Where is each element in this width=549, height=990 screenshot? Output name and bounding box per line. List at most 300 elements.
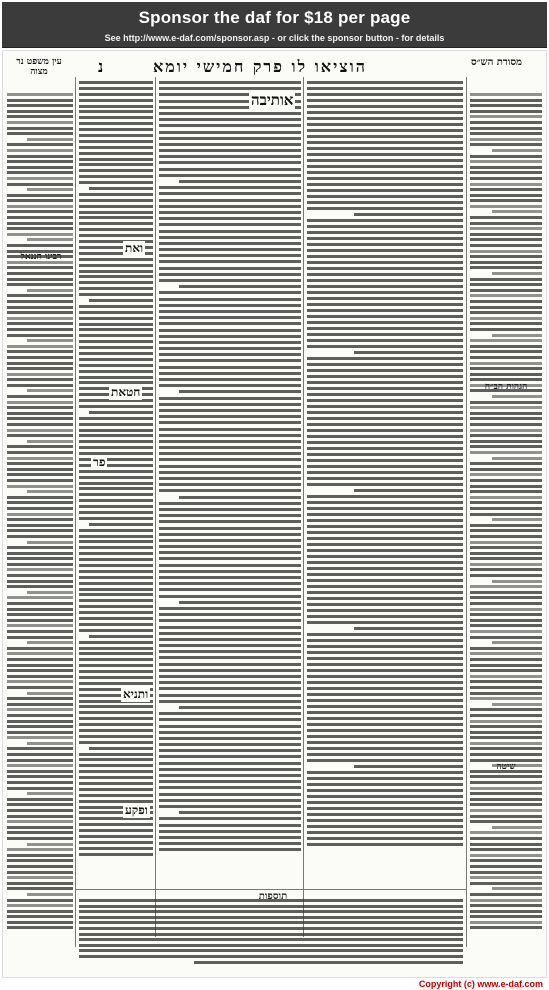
text-line <box>470 294 542 297</box>
text-line <box>159 143 301 146</box>
text-line <box>7 501 73 504</box>
text-line <box>470 820 542 823</box>
text-line <box>307 615 463 618</box>
text-line <box>7 915 73 918</box>
text-line <box>79 264 153 267</box>
text-line <box>159 87 301 90</box>
text-line <box>79 511 153 514</box>
text-line <box>307 333 463 336</box>
text-line <box>27 792 73 795</box>
text-line <box>7 725 73 728</box>
text-line <box>79 841 153 844</box>
text-line <box>470 871 542 874</box>
text-line <box>79 823 153 826</box>
text-line <box>307 243 463 246</box>
text-line <box>307 621 463 624</box>
text-line <box>354 765 463 768</box>
text-line <box>79 949 463 952</box>
text-line <box>79 446 153 449</box>
text-line <box>307 291 463 294</box>
text-line <box>307 663 463 666</box>
text-line <box>79 647 153 650</box>
text-line <box>79 470 153 473</box>
text-line <box>470 93 542 96</box>
divider-left <box>75 77 76 947</box>
text-line <box>27 289 73 292</box>
text-line <box>27 893 73 896</box>
text-line <box>79 228 153 231</box>
text-line <box>79 287 153 290</box>
text-line <box>79 853 153 856</box>
text-line <box>470 524 542 527</box>
text-line <box>470 166 542 169</box>
text-line <box>470 177 542 180</box>
text-line <box>7 401 73 404</box>
text-line <box>79 140 153 143</box>
text-line <box>79 835 153 838</box>
text-line <box>307 669 463 672</box>
text-line <box>79 499 153 502</box>
text-line <box>470 513 542 516</box>
text-line <box>7 350 73 353</box>
text-line <box>470 434 542 437</box>
text-line <box>470 244 542 247</box>
text-line <box>470 815 542 818</box>
text-line <box>79 741 153 744</box>
text-line <box>470 630 542 633</box>
text-line <box>7 183 73 186</box>
text-line <box>470 99 542 102</box>
text-line <box>7 121 73 124</box>
text-line <box>159 465 301 468</box>
text-line <box>179 811 301 814</box>
text-line <box>159 669 301 672</box>
text-line <box>159 774 301 777</box>
text-line <box>470 697 542 700</box>
text-line <box>7 434 73 437</box>
text-line <box>7 552 73 555</box>
text-line <box>307 705 463 708</box>
text-line <box>79 676 153 679</box>
text-line <box>307 399 463 402</box>
text-line <box>307 447 463 450</box>
text-line <box>307 261 463 264</box>
text-line <box>7 473 73 476</box>
text-line <box>7 837 73 840</box>
text-line <box>307 99 463 102</box>
text-line <box>307 525 463 528</box>
text-line <box>470 300 542 303</box>
text-line <box>79 517 153 520</box>
text-line <box>7 171 73 174</box>
text-line <box>79 711 153 714</box>
text-line <box>307 327 463 330</box>
shittah-heading: שיטה <box>496 762 516 772</box>
text-line <box>159 762 301 765</box>
text-line <box>159 168 301 171</box>
text-line <box>470 926 542 929</box>
text-line <box>159 824 301 827</box>
text-line <box>79 323 153 326</box>
text-line <box>79 423 153 426</box>
text-line <box>159 656 301 659</box>
text-line <box>307 567 463 570</box>
text-line <box>79 105 153 108</box>
text-line <box>7 720 73 723</box>
text-line <box>470 451 542 454</box>
text-line <box>27 591 73 594</box>
hagahot-heading: הגהות הב״ח <box>484 382 528 392</box>
text-line <box>470 792 542 795</box>
text-line <box>159 588 301 591</box>
text-line <box>307 141 463 144</box>
text-line <box>307 369 463 372</box>
text-line <box>470 238 542 241</box>
text-line <box>7 104 73 107</box>
text-line <box>159 174 301 177</box>
text-line <box>7 669 73 672</box>
text-line <box>470 809 542 812</box>
text-line <box>470 194 542 197</box>
text-line <box>470 255 542 258</box>
text-line <box>307 345 463 348</box>
text-line <box>79 729 153 732</box>
text-line <box>470 311 542 314</box>
text-line <box>79 293 153 296</box>
text-line <box>470 440 542 443</box>
text-line <box>79 664 153 667</box>
text-line <box>79 116 153 119</box>
text-line <box>27 692 73 695</box>
text-line <box>159 397 301 400</box>
text-line <box>492 210 542 213</box>
text-line <box>159 489 301 492</box>
text-line <box>470 490 542 493</box>
gloss-word-2: חטאת <box>111 385 141 399</box>
text-line <box>470 904 542 907</box>
text-line <box>7 658 73 661</box>
text-line <box>307 471 463 474</box>
text-line <box>159 223 301 226</box>
text-line <box>79 169 153 172</box>
text-line <box>79 552 153 555</box>
text-line <box>159 452 301 455</box>
text-line <box>492 149 542 152</box>
text-line <box>179 706 301 709</box>
text-line <box>89 635 153 638</box>
text-line <box>159 681 301 684</box>
text-line <box>159 186 301 189</box>
text-line <box>159 211 301 214</box>
text-line <box>159 749 301 752</box>
text-line <box>307 309 463 312</box>
text-line <box>79 99 153 102</box>
text-line <box>7 775 73 778</box>
text-line <box>307 501 463 504</box>
text-line <box>79 87 153 90</box>
text-line <box>79 588 153 591</box>
text-line <box>7 703 73 706</box>
text-line <box>79 311 153 314</box>
text-line <box>159 81 301 84</box>
text-line <box>492 826 542 829</box>
text-line <box>79 593 153 596</box>
text-line <box>307 591 463 594</box>
text-line <box>79 717 153 720</box>
text-line <box>159 273 301 276</box>
text-line <box>159 743 301 746</box>
text-line <box>307 411 463 414</box>
text-line <box>470 775 542 778</box>
text-line <box>470 921 542 924</box>
text-line <box>159 304 301 307</box>
text-line <box>159 131 301 134</box>
text-line <box>7 479 73 482</box>
text-line <box>470 362 542 365</box>
text-line <box>7 367 73 370</box>
text-line <box>159 458 301 461</box>
text-line <box>159 409 301 412</box>
text-line <box>79 370 153 373</box>
text-line <box>7 563 73 566</box>
text-line <box>7 652 73 655</box>
text-line <box>7 356 73 359</box>
text-line <box>79 933 463 936</box>
text-line <box>470 546 542 549</box>
text-line <box>27 339 73 342</box>
text-line <box>470 339 542 342</box>
text-line <box>7 222 73 225</box>
text-line <box>7 362 73 365</box>
text-line <box>307 495 463 498</box>
sponsor-subtitle[interactable]: See http://www.e-daf.com/sponsor.asp - or click the sponsor button - for details <box>104 33 445 43</box>
text-line <box>7 205 73 208</box>
text-line <box>7 731 73 734</box>
text-line <box>79 258 153 261</box>
text-line <box>307 339 463 342</box>
text-line <box>307 519 463 522</box>
text-line <box>470 401 542 404</box>
text-line <box>79 134 153 137</box>
text-line <box>307 441 463 444</box>
text-line <box>307 363 463 366</box>
text-line <box>470 356 542 359</box>
text-line <box>27 440 73 443</box>
text-line <box>470 714 542 717</box>
text-line <box>307 93 463 96</box>
text-line <box>79 163 153 166</box>
text-line <box>7 406 73 409</box>
text-line <box>7 132 73 135</box>
text-line <box>307 783 463 786</box>
text-line <box>7 127 73 130</box>
text-line <box>492 887 542 890</box>
text-line <box>492 518 542 521</box>
text-line <box>7 373 73 376</box>
sponsor-title[interactable]: Sponsor the daf for $18 per page <box>138 8 411 27</box>
text-line <box>79 558 153 561</box>
text-line <box>470 283 542 286</box>
text-line <box>470 859 542 862</box>
text-line <box>7 887 73 890</box>
text-line <box>307 579 463 582</box>
text-line <box>470 798 542 801</box>
text-line <box>470 104 542 107</box>
text-line <box>307 255 463 258</box>
text-line <box>307 573 463 576</box>
text-line <box>79 328 153 331</box>
text-line <box>7 747 73 750</box>
text-line <box>7 429 73 432</box>
text-line <box>307 657 463 660</box>
text-line <box>7 697 73 700</box>
text-line <box>307 135 463 138</box>
text-line <box>7 306 73 309</box>
text-line <box>307 753 463 756</box>
copyright-link[interactable]: Copyright (c) www.e-daf.com <box>418 979 543 989</box>
text-line <box>159 687 301 690</box>
text-line <box>89 299 153 302</box>
text-line <box>79 317 153 320</box>
text-line <box>470 563 542 566</box>
text-line <box>470 205 542 208</box>
text-line <box>159 161 301 164</box>
sponsor-banner[interactable] <box>2 2 547 48</box>
text-line <box>307 417 463 420</box>
text-line <box>7 557 73 560</box>
text-line <box>79 222 153 225</box>
text-line <box>7 736 73 739</box>
text-line <box>470 591 542 594</box>
text-line <box>7 714 73 717</box>
text-line <box>159 415 301 418</box>
text-line <box>159 632 301 635</box>
text-line <box>89 747 153 750</box>
text-line <box>7 199 73 202</box>
text-line <box>159 403 301 406</box>
text-line <box>159 359 301 362</box>
text-line <box>470 317 542 320</box>
divider-right <box>466 77 467 947</box>
text-line <box>307 183 463 186</box>
text-line <box>7 848 73 851</box>
text-line <box>7 926 73 929</box>
text-line <box>79 782 153 785</box>
text-line <box>159 347 301 350</box>
text-line <box>470 585 542 588</box>
text-line <box>79 658 153 661</box>
text-line <box>307 585 463 588</box>
text-line <box>307 423 463 426</box>
text-line <box>7 820 73 823</box>
text-line <box>79 829 153 832</box>
text-line <box>470 160 542 163</box>
text-line <box>79 758 153 761</box>
text-line <box>159 446 301 449</box>
text-line <box>470 753 542 756</box>
text-line <box>470 322 542 325</box>
text-line <box>470 507 542 510</box>
text-line <box>307 789 463 792</box>
text-line <box>159 149 301 152</box>
text-line <box>307 549 463 552</box>
text-line <box>79 921 463 924</box>
text-line <box>79 234 153 237</box>
text-line <box>79 629 153 632</box>
text-line <box>159 830 301 833</box>
text-line <box>27 389 73 392</box>
text-line <box>470 680 542 683</box>
text-line <box>159 477 301 480</box>
text-line <box>7 423 73 426</box>
text-line <box>470 725 542 728</box>
text-line <box>7 110 73 113</box>
text-line <box>492 580 542 583</box>
text-line <box>470 899 542 902</box>
text-line <box>159 737 301 740</box>
text-line <box>307 117 463 120</box>
text-line <box>307 459 463 462</box>
text-line <box>7 334 73 337</box>
text-line <box>307 837 463 840</box>
text-line <box>159 329 301 332</box>
text-line <box>179 601 301 604</box>
text-line <box>79 910 463 913</box>
text-line <box>307 267 463 270</box>
text-line <box>89 523 153 526</box>
text-line <box>470 373 542 376</box>
text-line <box>159 725 301 728</box>
text-line <box>307 531 463 534</box>
text-line <box>307 279 463 282</box>
text-line <box>79 175 153 178</box>
text-line <box>79 546 153 549</box>
text-line <box>307 465 463 468</box>
text-line <box>470 233 542 236</box>
text-line <box>179 285 301 288</box>
text-line <box>307 555 463 558</box>
text-line <box>7 468 73 471</box>
text-line <box>7 529 73 532</box>
text-line <box>492 457 542 460</box>
text-line <box>159 421 301 424</box>
text-line <box>159 539 301 542</box>
text-line <box>470 367 542 370</box>
text-line <box>470 138 542 141</box>
text-line <box>7 815 73 818</box>
text-line <box>470 417 542 420</box>
text-line <box>159 626 301 629</box>
tosafot-column <box>79 81 153 883</box>
text-line <box>79 599 153 602</box>
text-line <box>79 128 153 131</box>
text-line <box>470 188 542 191</box>
text-line <box>159 650 301 653</box>
text-line <box>470 669 542 672</box>
text-line <box>7 876 73 879</box>
text-line <box>79 705 153 708</box>
text-line <box>307 237 463 240</box>
text-line <box>89 187 153 190</box>
ein-mishpat-header: עין משפט נר מצוה <box>16 57 62 77</box>
text-line <box>79 482 153 485</box>
text-line <box>159 508 301 511</box>
text-line <box>470 602 542 605</box>
text-line <box>470 613 542 616</box>
text-line <box>79 611 153 614</box>
text-line <box>79 199 153 202</box>
text-line <box>159 731 301 734</box>
